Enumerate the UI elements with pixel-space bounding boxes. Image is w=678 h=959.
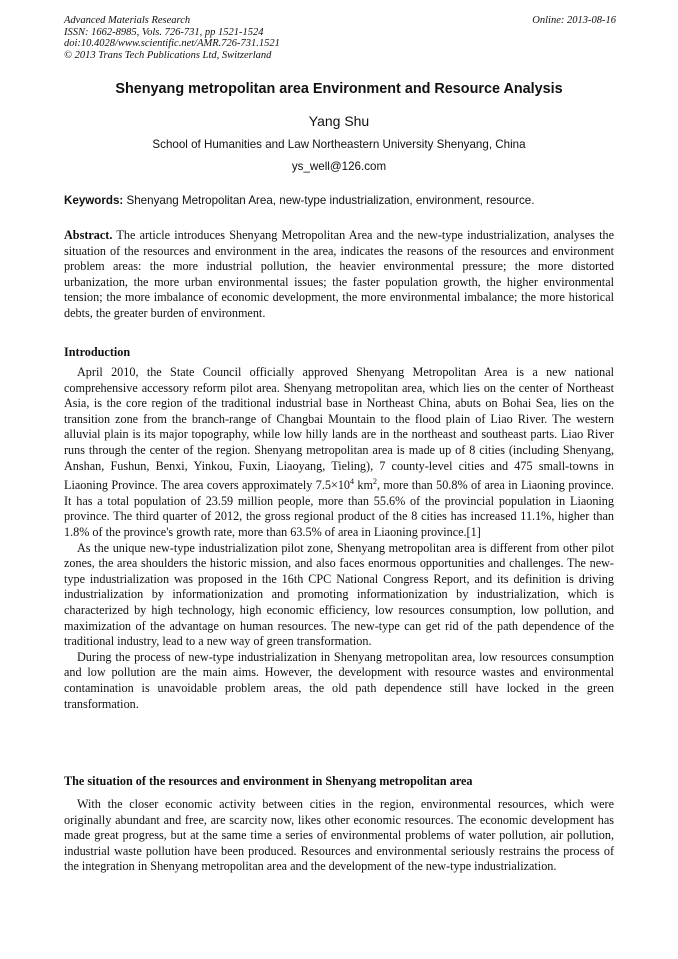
abstract — [64, 228, 614, 322]
doi-line: doi:10.4028/www.scientific.net/AMR.726-731.1521 — [64, 38, 280, 50]
intro-p1-part-c: , more than 50.8% of area in Liaoning province. It has a total population of 23.59 million people, more than 55.6% of the provincial population in Liaoning province. The third quarter of 2012, the gross regional product of the 8 cities has increased 11.1%, higher than 1.8% of the province's growth rate, more than 63.5% of area in Liaoning province.[1] — [64, 478, 614, 539]
keywords-label: Keywords: — [64, 194, 124, 207]
intro-p1-sup-area: 2 — [372, 477, 377, 487]
situation-heading: The situation of the resources and environment in Shenyang metropolitan area — [64, 774, 473, 788]
copyright-line: © 2013 Trans Tech Publications Ltd, Switzerland — [64, 49, 272, 61]
author-email: ys_well@126.com — [291, 160, 387, 173]
situation-body — [64, 797, 614, 875]
author-affiliation: School of Humanities and Law Northeastern University Shenyang, China — [152, 138, 526, 151]
intro-paragraph-2: As the unique new-type industrialization pilot zone, Shenyang metropolitan area is different from other pilot zones, the area shoulders the historic mission, and also faces enormous opportunities and challenges. The new-type industrialization was proposed in the 16th CPC National Congress Report, and its definition is driving industrialization by informationization and promoting informationization by industrialization, which is characterized by high technology, high economic efficiency, low resources consumption, low pollution, and maximization of the advantage on human resources. The new-type can get rid of the path dependence of the traditional industry, lead to a new way of green transformation. — [64, 540, 614, 649]
intro-p1-sup-exponent: 4 — [350, 477, 355, 487]
intro-paragraph-1 — [64, 365, 614, 541]
issn-line: ISSN: 1662-8985, Vols. 726-731, pp 1521-1524 — [64, 26, 264, 38]
situation-paragraph-1: With the closer economic activity between cities in the region, environmental resources, which were originally abundant and free, are scarcity now, likes other economic resources. The economic development has made great progress, but at the same time a series of environmental problems of water pollution, air pollution, industrial waste pollution have been produced. Resources and environmental seriously restrains the process of the integration in Shenyang metropolitan area and the development of the new-type industrialization. — [64, 797, 614, 874]
intro-p1-part-a: April 2010, the State Council officially approved Shenyang Metropolitan Area is a new national comprehensive accessory reform pilot area. Shenyang metropolitan area, which lies on the center of Northeast Asia, is the core region of the traditional industrial base in Northeast China, abuts on Bohai Sea, lies on the transition zone from the branch-range of Changbai Mountain to the flood plain of Liao River. The western alluvial plain is its major topography, while low hilly lands are in the northeast and southeast parts. Liao River runs through the center of the region. Shenyang metropolitan area is made up of 8 cities (including Shenyang, Anshan, Fushun, Benxi, Yinkou, Fuxin, Liaoyang, Tieling), 7 county-level cities and 475 small-towns in Liaoning Province. The area covers approximately 7.5×10 — [64, 365, 614, 493]
author-name: Yang Shu — [308, 113, 370, 129]
paper-title: Shenyang metropolitan area Environment and Resource Analysis — [115, 81, 563, 97]
online-date: Online: 2013-08-16 — [532, 15, 616, 26]
intro-p1-part-b: km — [354, 478, 373, 493]
abstract-label: Abstract. — [64, 228, 113, 242]
journal-header — [64, 15, 616, 61]
intro-paragraph-3: During the process of new-type industrialization in Shenyang metropolitan area, low resources consumption and low pollution are the main aims. However, the development with resource wastes and environmental contamination is unavoidable problem areas, the old path dependence still have locked in the green transformation. — [64, 649, 614, 711]
introduction-heading: Introduction — [64, 345, 131, 359]
keywords-text: Shenyang Metropolitan Area, new-type industrialization, environment, resource. — [123, 194, 535, 207]
introduction-body — [64, 365, 614, 712]
journal-name: Advanced Materials Research — [64, 15, 191, 26]
abstract-text: The article introduces Shenyang Metropolitan Area and the new-type industrialization, analyses the situation of the resources and environment in the area, indicates the reasons of the resources and environment problem areas: the more industrial pollution, the heavier environmental pressure; the more distorted urbanization, the more urban environmental issues; the faster population growth, the higher environmental tension; the more imbalance of economic development, the more environmental imbalance; the more historical debts, the greater burden of environment. — [64, 228, 614, 320]
keywords — [64, 194, 614, 207]
